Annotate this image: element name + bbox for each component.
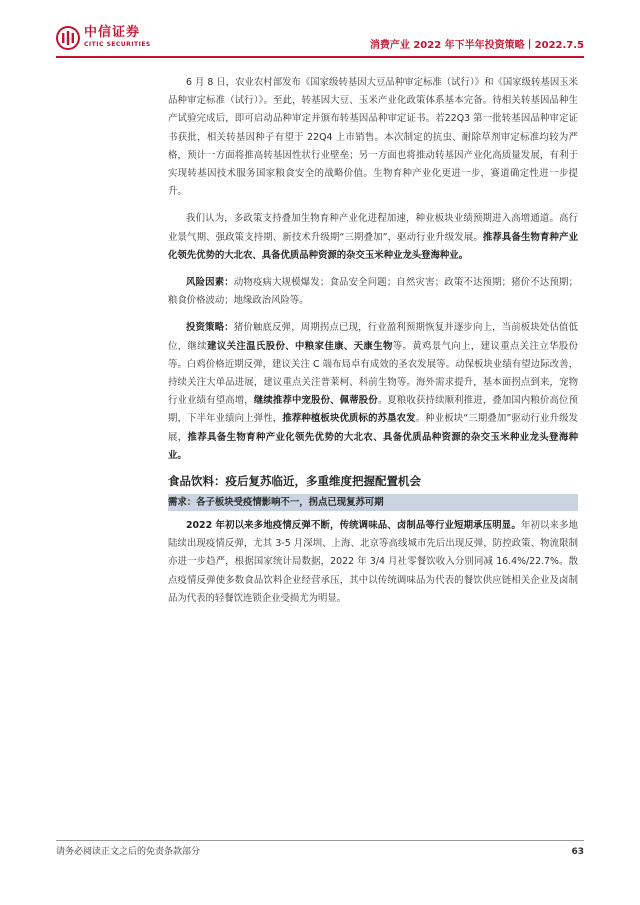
header-divider — [56, 56, 584, 58]
strategy-text-3: 。夏粮收获持续顺利推进，叠加国内粮价高位预期，下半年业绩向上弹性， — [168, 395, 578, 425]
risk-label: 风险因素： — [186, 277, 234, 289]
sub-heading-demand: 需求：各子板块受疫情影响不一，拐点已现复苏可期 — [168, 494, 578, 511]
strategy-text-2: 等。黄鸡景气向上，建议重点关注立华股份等。白鸡价格近期反弹，建议关注 C 端布局卓有成效的圣农发展等。动保板块业绩有望边际改善，持续关注大单品进展，建议重点关注普莱柯、科前生物等。海外需求提升，基本面拐点到来，宠物行业业绩有望高增， — [168, 340, 578, 407]
logo-text-en: CITIC SECURITIES — [84, 41, 151, 48]
footer-disclaimer: 请务必阅读正文之后的免责条款部分 — [56, 847, 201, 857]
risk-text: 动物疫病大规模爆发；食品安全问题；自然灾害；政策不达预期；猪价不达预期；粮食价格波动；地缘政治风险等。 — [168, 277, 578, 307]
food-demand-lead: 2022 年初以来多地疫情反弹不断，传统调味品、卤制品等行业短期承压明显。 — [186, 520, 521, 532]
strategy-bold-3: 推荐种植板块优质标的苏垦农发 — [282, 413, 416, 425]
paragraph-food-demand — [168, 517, 578, 608]
paragraph-seed-view — [168, 210, 578, 265]
paragraph-risk — [168, 274, 578, 310]
report-title: 消费产业 2022 年下半年投资策略丨2022.7.5 — [369, 40, 584, 51]
section-heading-food-beverage: 食品饮料：疫后复苏临近，多重维度把握配置机会 — [168, 474, 421, 489]
page-number: 63 — [571, 847, 584, 857]
seed-view-recommendation: 推荐具备生物育种产业化领先优势的大北农、具备优质品种资源的杂交玉米种业龙头登海种业。 — [168, 231, 578, 261]
food-demand-text: 年初以来多地陆续出现疫情反弹，尤其 3-5 月深圳、上海、北京等高线城市先后出现反弹，防控政策、物流限制亦进一步趋严，根据国家统计局数据，2022 年 3/4 月社零餐饮收入分别同减 16.4%/22.7%。散点疫情反弹使多数食品饮料企业经营承压，其中以传统调味品为代表的餐饮供应链相关企业及卤制品为代表的轻餐饮连锁企业受损尤为明显。 — [168, 520, 578, 604]
strategy-bold-4: 推荐具备生物育种产业化领先优势的大北农、具备优质品种资源的杂交玉米种业龙头登海种业。 — [168, 431, 578, 461]
strategy-bold-1: 建议关注温氏股份、中粮家佳康、天康生物 — [207, 340, 393, 352]
main-content — [168, 74, 578, 608]
footer-divider — [56, 840, 584, 841]
citic-logo-icon — [56, 26, 80, 50]
seed-view-text: 我们认为，多政策支持叠加生物育种产业化进程加速，种业板块业绩预期进入高增通道。高行业景气期、强政策支持期、新技术升级期“三期叠加”，驱动行业升级发展。 — [168, 213, 578, 243]
strategy-text-4: 。种业板块“三期叠加”驱动行业升级发展， — [168, 413, 578, 443]
paragraph-seed-policy: 6 月 8 日，农业农村部发布《国家级转基因大豆品种审定标准（试行）》和《国家级转基因玉米品种审定标准（试行）》。至此，转基因大豆、玉米产业化政策体系基本完备。待相关转基因品种生产试验完成后，即可启动品种审定并颁布转基因品种审定证书。若22Q3 第一批转基因品种审定证书获批，相关转基因种子有望于 22Q4 上市销售。本次制定的抗虫、耐除草剂审定标准均较为严格，预计一方面将推高转基因性状行业壁垒；另一方面也将推动转基因产业化高质量发展，有利于实现转基因技术服务国家粮食安全的战略价值。生物育种产业化更进一步，赛道确定性进一步提升。 — [168, 77, 578, 198]
page-header — [0, 0, 640, 64]
strategy-bold-2: 继续推荐中宠股份、佩蒂股份 — [253, 395, 378, 407]
logo-text-cn: 中信证券 — [84, 25, 141, 40]
strategy-label: 投资策略： — [186, 322, 234, 334]
paragraph-strategy — [168, 319, 578, 465]
strategy-text-1: 猪价触底反弹，周期拐点已现，行业盈利预期恢复并逐步向上，当前板块处估值低位，继续 — [168, 322, 578, 352]
